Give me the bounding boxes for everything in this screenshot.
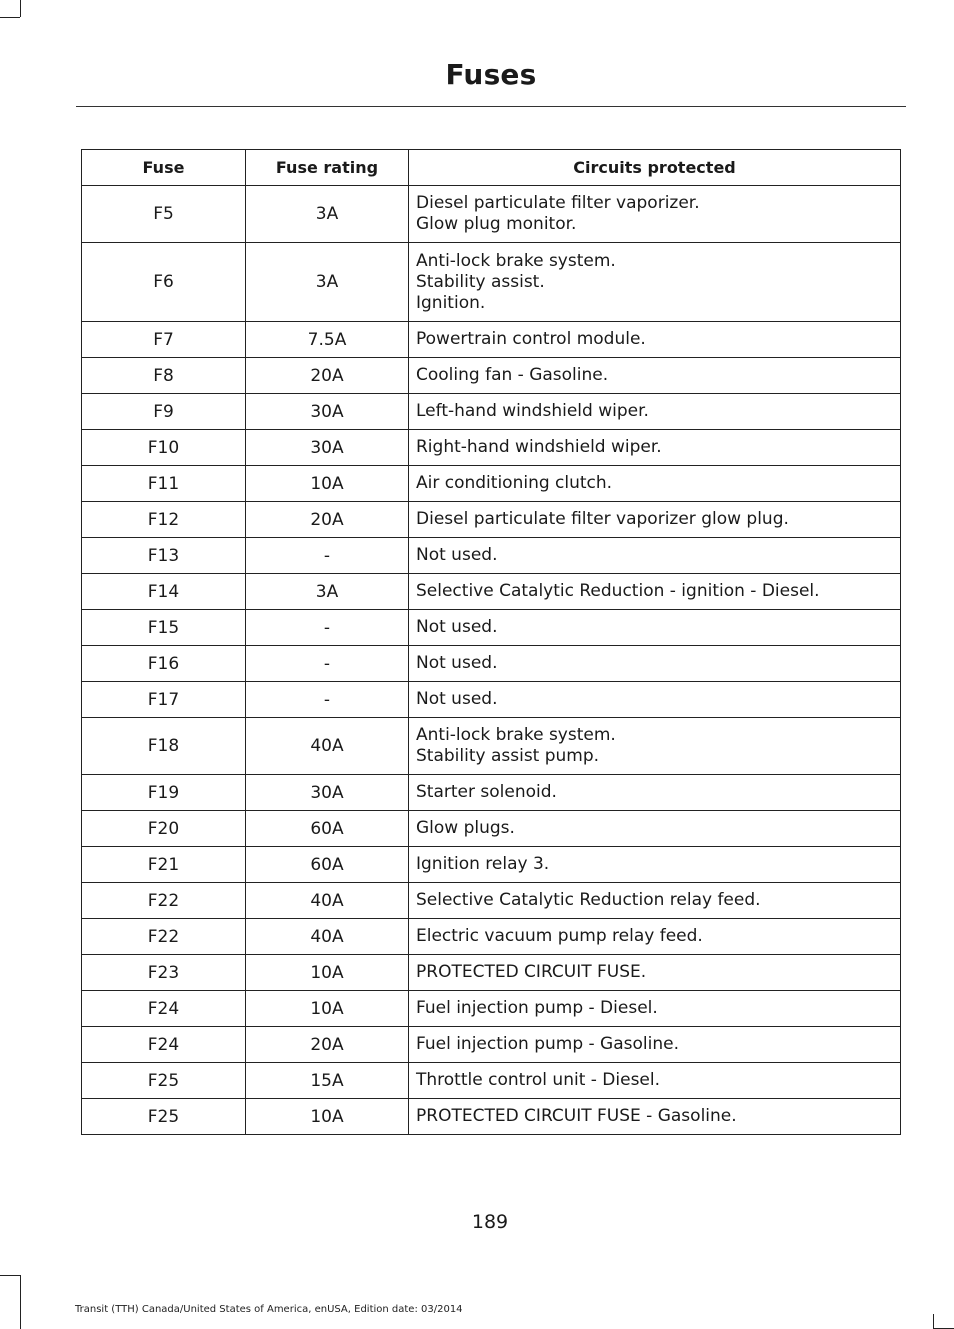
circuit-line: Starter solenoid.	[416, 782, 557, 802]
cell-fuse-rating: 30A	[246, 775, 409, 811]
circuit-line: Throttle control unit - Diesel.	[416, 1070, 661, 1090]
circuit-line: Electric vacuum pump relay feed.	[416, 926, 703, 946]
cell-fuse: F12	[82, 502, 246, 538]
cell-fuse: F5	[82, 186, 246, 243]
circuit-line: PROTECTED CIRCUIT FUSE - Gasoline.	[416, 1106, 737, 1126]
cell-circuits-protected	[409, 466, 901, 502]
cell-fuse-rating: -	[246, 682, 409, 718]
circuit-line: Not used.	[416, 617, 498, 637]
cell-fuse: F19	[82, 775, 246, 811]
cell-fuse-rating: 10A	[246, 955, 409, 991]
page-number: 189	[471, 1211, 509, 1233]
cell-fuse: F17	[82, 682, 246, 718]
cell-fuse: F25	[82, 1063, 246, 1099]
fuse-table	[81, 149, 901, 1135]
cell-fuse: F9	[82, 394, 246, 430]
cell-fuse: F8	[82, 358, 246, 394]
table-row	[82, 775, 901, 811]
cell-fuse: F21	[82, 847, 246, 883]
table-row	[82, 646, 901, 682]
table-row	[82, 811, 901, 847]
circuit-line: Fuel injection pump - Diesel.	[416, 998, 658, 1018]
cell-fuse-rating: 40A	[246, 718, 409, 775]
cell-circuits-protected	[409, 574, 901, 610]
table-row	[82, 718, 901, 775]
cell-circuits-protected	[409, 919, 901, 955]
table-row	[82, 847, 901, 883]
cell-fuse-rating: 10A	[246, 991, 409, 1027]
cell-fuse-rating: 20A	[246, 1027, 409, 1063]
cell-circuits-protected	[409, 358, 901, 394]
circuit-line: Left-hand windshield wiper.	[416, 401, 649, 421]
table-row	[82, 991, 901, 1027]
cell-fuse: F16	[82, 646, 246, 682]
table-row	[82, 883, 901, 919]
cell-fuse: F22	[82, 883, 246, 919]
cell-circuits-protected	[409, 775, 901, 811]
cell-circuits-protected	[409, 682, 901, 718]
table-row	[82, 358, 901, 394]
cell-fuse-rating: 3A	[246, 243, 409, 322]
cell-circuits-protected	[409, 322, 901, 358]
cell-fuse-rating: 3A	[246, 574, 409, 610]
cell-fuse: F24	[82, 991, 246, 1027]
header-fuse: Fuse	[82, 150, 246, 186]
circuit-line: Cooling fan - Gasoline.	[416, 365, 609, 385]
circuit-line: Selective Catalytic Reduction - ignition - Diesel.	[416, 581, 820, 601]
header-fuse-rating: Fuse rating	[246, 150, 409, 186]
cell-fuse-rating: 10A	[246, 466, 409, 502]
title-divider	[76, 106, 906, 107]
table-row	[82, 502, 901, 538]
cell-fuse: F20	[82, 811, 246, 847]
cell-circuits-protected	[409, 955, 901, 991]
table-row	[82, 1027, 901, 1063]
cell-circuits-protected	[409, 1099, 901, 1135]
circuit-line: Selective Catalytic Reduction relay feed.	[416, 890, 761, 910]
table-row	[82, 186, 901, 243]
cell-circuits-protected	[409, 430, 901, 466]
circuit-line: Diesel particulate filter vaporizer.	[416, 193, 700, 213]
cell-fuse-rating: 60A	[246, 847, 409, 883]
circuit-line: PROTECTED CIRCUIT FUSE.	[416, 962, 647, 982]
crop-mark-bottom-left-horizontal	[0, 1275, 20, 1276]
footer-edition-text: Transit (TTH) Canada/United States of America, enUSA, Edition date: 03/2014	[75, 1304, 463, 1315]
table-row	[82, 682, 901, 718]
cell-circuits-protected	[409, 1063, 901, 1099]
circuit-line: Ignition relay 3.	[416, 854, 550, 874]
circuit-line: Anti-lock brake system.	[416, 250, 616, 271]
cell-fuse: F18	[82, 718, 246, 775]
circuit-line: Not used.	[416, 653, 498, 673]
table-row	[82, 538, 901, 574]
circuit-line: Glow plug monitor.	[416, 214, 577, 234]
cell-circuits-protected	[409, 610, 901, 646]
cell-fuse: F23	[82, 955, 246, 991]
circuit-line: Diesel particulate filter vaporizer glow plug.	[416, 509, 789, 529]
cell-fuse: F15	[82, 610, 246, 646]
cell-circuits-protected	[409, 646, 901, 682]
cell-circuits-protected	[409, 811, 901, 847]
page-title: Fuses	[445, 58, 537, 91]
fuse-table-body	[82, 186, 901, 1135]
crop-mark-bottom-right-vertical	[933, 1314, 934, 1329]
cell-fuse: F22	[82, 919, 246, 955]
header-circuits-protected: Circuits protected	[409, 150, 901, 186]
table-row	[82, 322, 901, 358]
cell-circuits-protected	[409, 243, 901, 322]
cell-fuse-rating: 40A	[246, 919, 409, 955]
cell-fuse: F24	[82, 1027, 246, 1063]
cell-fuse-rating: 3A	[246, 186, 409, 243]
cell-circuits-protected	[409, 883, 901, 919]
circuit-line: Stability assist pump.	[416, 746, 600, 766]
cell-fuse-rating: 15A	[246, 1063, 409, 1099]
cell-fuse-rating: 20A	[246, 502, 409, 538]
cell-fuse: F10	[82, 430, 246, 466]
cell-circuits-protected	[409, 1027, 901, 1063]
cell-fuse-rating: 7.5A	[246, 322, 409, 358]
cell-fuse-rating: -	[246, 610, 409, 646]
circuit-line: Fuel injection pump - Gasoline.	[416, 1034, 679, 1054]
crop-mark-top-left-horizontal	[0, 17, 20, 18]
cell-fuse: F11	[82, 466, 246, 502]
cell-circuits-protected	[409, 502, 901, 538]
table-row	[82, 919, 901, 955]
cell-fuse-rating: 30A	[246, 394, 409, 430]
cell-circuits-protected	[409, 538, 901, 574]
circuit-line: Glow plugs.	[416, 818, 515, 838]
circuit-line: Stability assist.	[416, 271, 545, 292]
table-row	[82, 1063, 901, 1099]
table-row	[82, 430, 901, 466]
cell-circuits-protected	[409, 847, 901, 883]
cell-circuits-protected	[409, 394, 901, 430]
table-row	[82, 955, 901, 991]
table-row	[82, 574, 901, 610]
cell-circuits-protected	[409, 186, 901, 243]
table-header-row	[82, 150, 901, 186]
cell-circuits-protected	[409, 718, 901, 775]
cell-fuse-rating: -	[246, 538, 409, 574]
cell-fuse-rating: 30A	[246, 430, 409, 466]
crop-mark-top-left-vertical	[20, 0, 21, 17]
cell-fuse: F25	[82, 1099, 246, 1135]
cell-fuse-rating: 60A	[246, 811, 409, 847]
circuit-line: Air conditioning clutch.	[416, 473, 613, 493]
table-row	[82, 466, 901, 502]
circuit-line: Right-hand windshield wiper.	[416, 437, 662, 457]
table-row	[82, 1099, 901, 1135]
cell-fuse: F13	[82, 538, 246, 574]
circuit-line: Not used.	[416, 689, 498, 709]
circuit-line: Anti-lock brake system.	[416, 725, 616, 745]
cell-fuse: F6	[82, 243, 246, 322]
table-row	[82, 394, 901, 430]
table-row	[82, 243, 901, 322]
cell-fuse: F14	[82, 574, 246, 610]
table-row	[82, 610, 901, 646]
cell-fuse-rating: 40A	[246, 883, 409, 919]
circuit-line: Powertrain control module.	[416, 329, 646, 349]
circuit-line: Not used.	[416, 545, 498, 565]
cell-circuits-protected	[409, 991, 901, 1027]
cell-fuse: F7	[82, 322, 246, 358]
crop-mark-bottom-left-vertical	[20, 1275, 21, 1329]
cell-fuse-rating: -	[246, 646, 409, 682]
cell-fuse-rating: 10A	[246, 1099, 409, 1135]
cell-fuse-rating: 20A	[246, 358, 409, 394]
circuit-line: Ignition.	[416, 292, 486, 313]
